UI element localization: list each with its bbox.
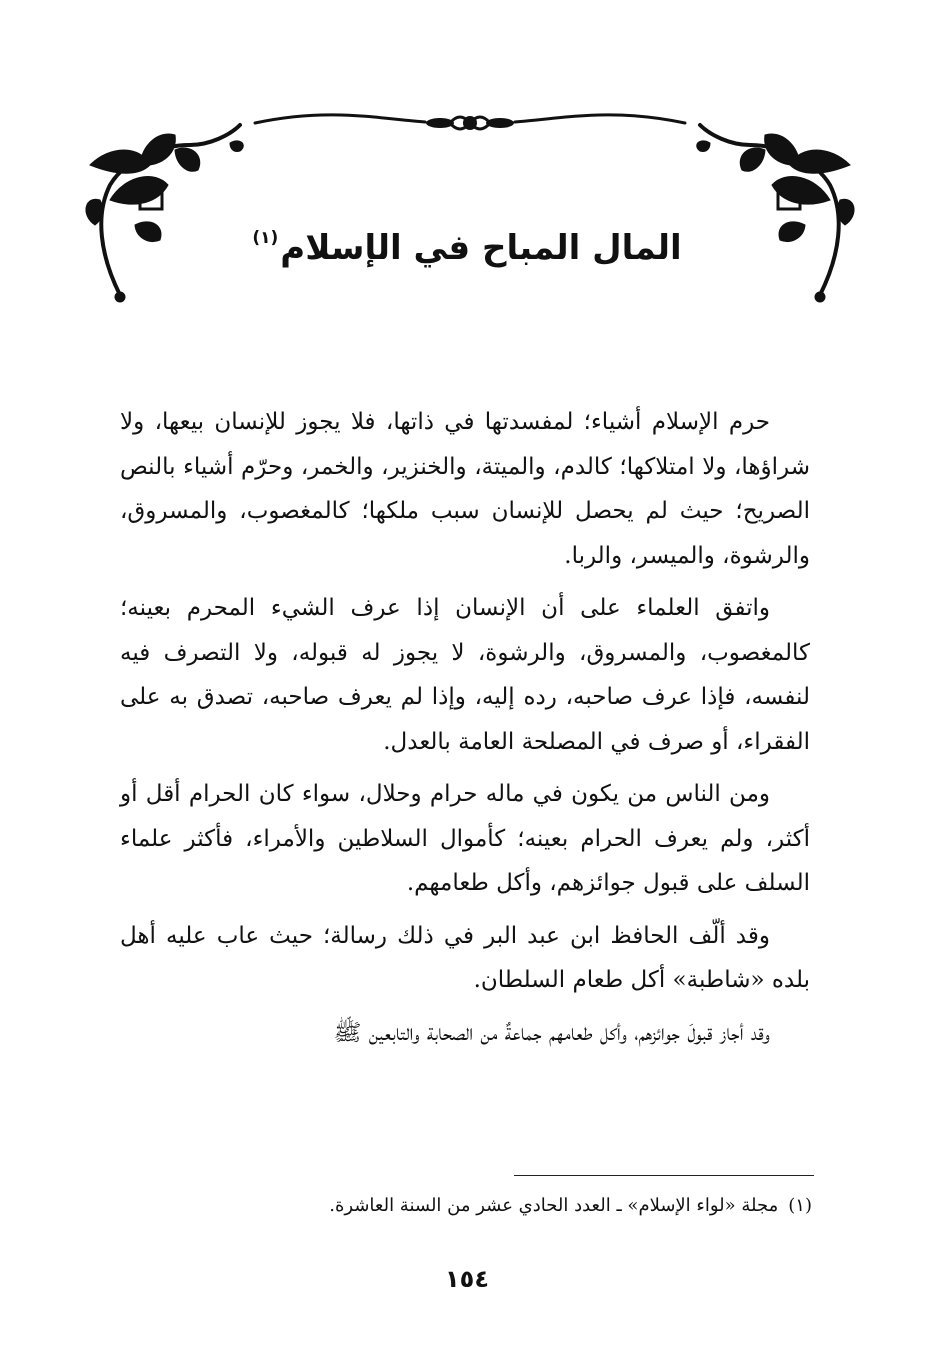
title-footnote-marker: (١) [252, 227, 279, 248]
footnote-number: (١) [788, 1195, 812, 1216]
footnote-text: مجلة «لواء الإسلام» ـ العدد الحادي عشر من السنة العاشرة. [329, 1195, 779, 1216]
title-block [0, 228, 934, 268]
paragraph: وقد أجاز قبولَ جوائزهم، وأكل طعامهم جماعةٌ من الصحابة والتابعين ﷺ [333, 1019, 770, 1046]
footnote-divider [514, 1175, 814, 1176]
page-number: ١٥٤ [445, 1265, 489, 1293]
page-title [252, 228, 681, 268]
paragraph: ومن الناس من يكون في ماله حرام وحلال، سواء كان الحرام أقل أو أكثر، ولم يعرف الحرام بعينه؛ كأموال السلاطين والأمراء، فأكثر علماء السلف على قبول جوائزهم، وأكل طعامهم. [120, 781, 810, 896]
paragraph: وقد ألّف الحافظ ابن عبد البر في ذلك رسالة؛ حيث عاب عليه أهل بلده «شاطبة» أكل طعام السلطان. [120, 922, 810, 993]
footnote [122, 1192, 812, 1220]
page-title-text: المال المباح في الإسلام [280, 228, 682, 268]
body-text [120, 400, 810, 1063]
header-ornament [80, 105, 860, 315]
paragraph: حرم الإسلام أشياء؛ لمفسدتها في ذاتها، فلا يجوز للإنسان بيعها، ولا شراؤها، ولا امتلاكها؛ كالدم، والميتة، والخنزير، والخمر، وحرّم أشياء بالنص الصريح؛ حيث لم يحصل للإنسان سبب ملكها؛ كالمغصوب، والمسروق، والرشوة، والميسر، والربا. [120, 409, 810, 569]
paragraph: واتفق العلماء على أن الإنسان إذا عرف الشيء المحرم بعينه؛ كالمغصوب، والمسروق، والرشوة، لا يجوز له قبوله، ولا التصرف فيه لنفسه، فإذا عرف صاحبه، رده إليه، وإذا لم يعرف صاحبه، تصدق به على الفقراء، أو صرف في المصلحة العامة بالعدل. [120, 595, 810, 755]
